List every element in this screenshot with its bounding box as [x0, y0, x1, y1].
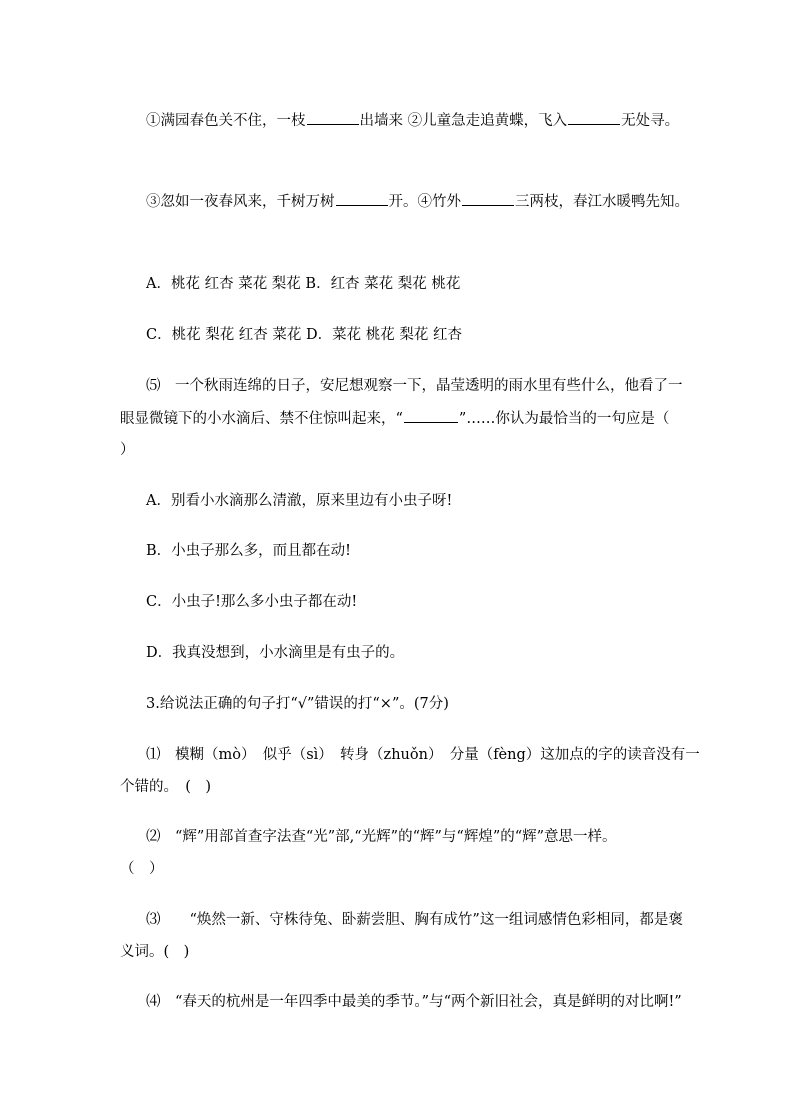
- q2-line-2-part-a: ③忽如一夜春风来，千树万树: [146, 194, 335, 210]
- q5-option-b: B．小虫子那么多，而且都在动!: [146, 543, 351, 559]
- q3-title: 3.给说法正确的句子打“√”错误的打“×”。(7分): [146, 696, 449, 712]
- q2-line-2-part-c: 三两枝，春江水暖鸭先知。: [515, 194, 689, 210]
- blank-3[interactable]: [336, 191, 388, 206]
- q2-line-1: [146, 110, 750, 131]
- q2-line-1-part-c: 无处寻。: [621, 113, 680, 129]
- blank-1[interactable]: [307, 110, 359, 125]
- q2-options-cd: C．桃花 梨花 红杏 菜花 D．菜花 桃花 梨花 红杏: [146, 327, 462, 343]
- q5-line-2-part-a: 眼显微镜下的小水滴后、禁不住惊叫起来，“: [120, 411, 403, 427]
- q3-item-2-line-1: ⑵ “辉”用部首查字法查“光”部,“光辉”的“辉”与“辉煌”的“辉”意思一样。: [146, 829, 617, 845]
- q5-option-a: A．别看小水滴那么清澈，原来里边有小虫子呀!: [146, 493, 453, 509]
- q5-question-line-1: ⑸ 一个秋雨连绵的日子，安尼想观察一下，晶莹透明的雨水里有些什么，他看了一: [146, 378, 683, 394]
- blank-4[interactable]: [462, 191, 514, 206]
- q5-option-c: C．小虫子!那么多小虫子都在动!: [146, 594, 358, 610]
- q2-line-1-part-a: ①满园春色关不住，一枝: [146, 113, 306, 129]
- q2-line-2-part-b: 开。④竹外: [388, 194, 461, 210]
- q2-line-1-part-b: 出墙来 ②儿童急走追黄蝶，飞入: [359, 113, 568, 129]
- q3-item-1-line-2: 个错的。 ( ): [120, 779, 212, 795]
- q3-item-2-line-2: （ ）: [120, 861, 164, 877]
- q3-item-1-line-1: ⑴ 模糊（mò） 似乎（sì） 转身（zhuǒn） 分量（fèng）这加点的字的读音没有一: [146, 747, 700, 763]
- q5-line-2-part-b: ”……你认为最恰当的一句应是（: [458, 411, 670, 427]
- q3-item-4-line-1: ⑷ “春天的杭州是一年四季中最美的季节。”与“两个新旧社会，真是鲜明的对比啊!”: [146, 994, 682, 1010]
- blank-2[interactable]: [568, 110, 620, 125]
- q5-question-line-2: [120, 408, 750, 429]
- q5-question-line-3: ）: [120, 442, 135, 458]
- q5-option-d: D．我真没想到，小水滴里是有虫子的。: [146, 645, 405, 661]
- q2-line-2: [146, 191, 750, 212]
- q2-options-ab: A．桃花 红杏 菜花 梨花 B．红杏 菜花 梨花 桃花: [146, 276, 461, 292]
- q3-item-3-line-2: 义词。( ): [120, 944, 190, 960]
- blank-5[interactable]: [404, 408, 458, 423]
- q3-item-3-line-1: ⑶ “焕然一新、守株待兔、卧薪尝胆、胸有成竹”这一组词感情色彩相同，都是褒: [146, 912, 683, 928]
